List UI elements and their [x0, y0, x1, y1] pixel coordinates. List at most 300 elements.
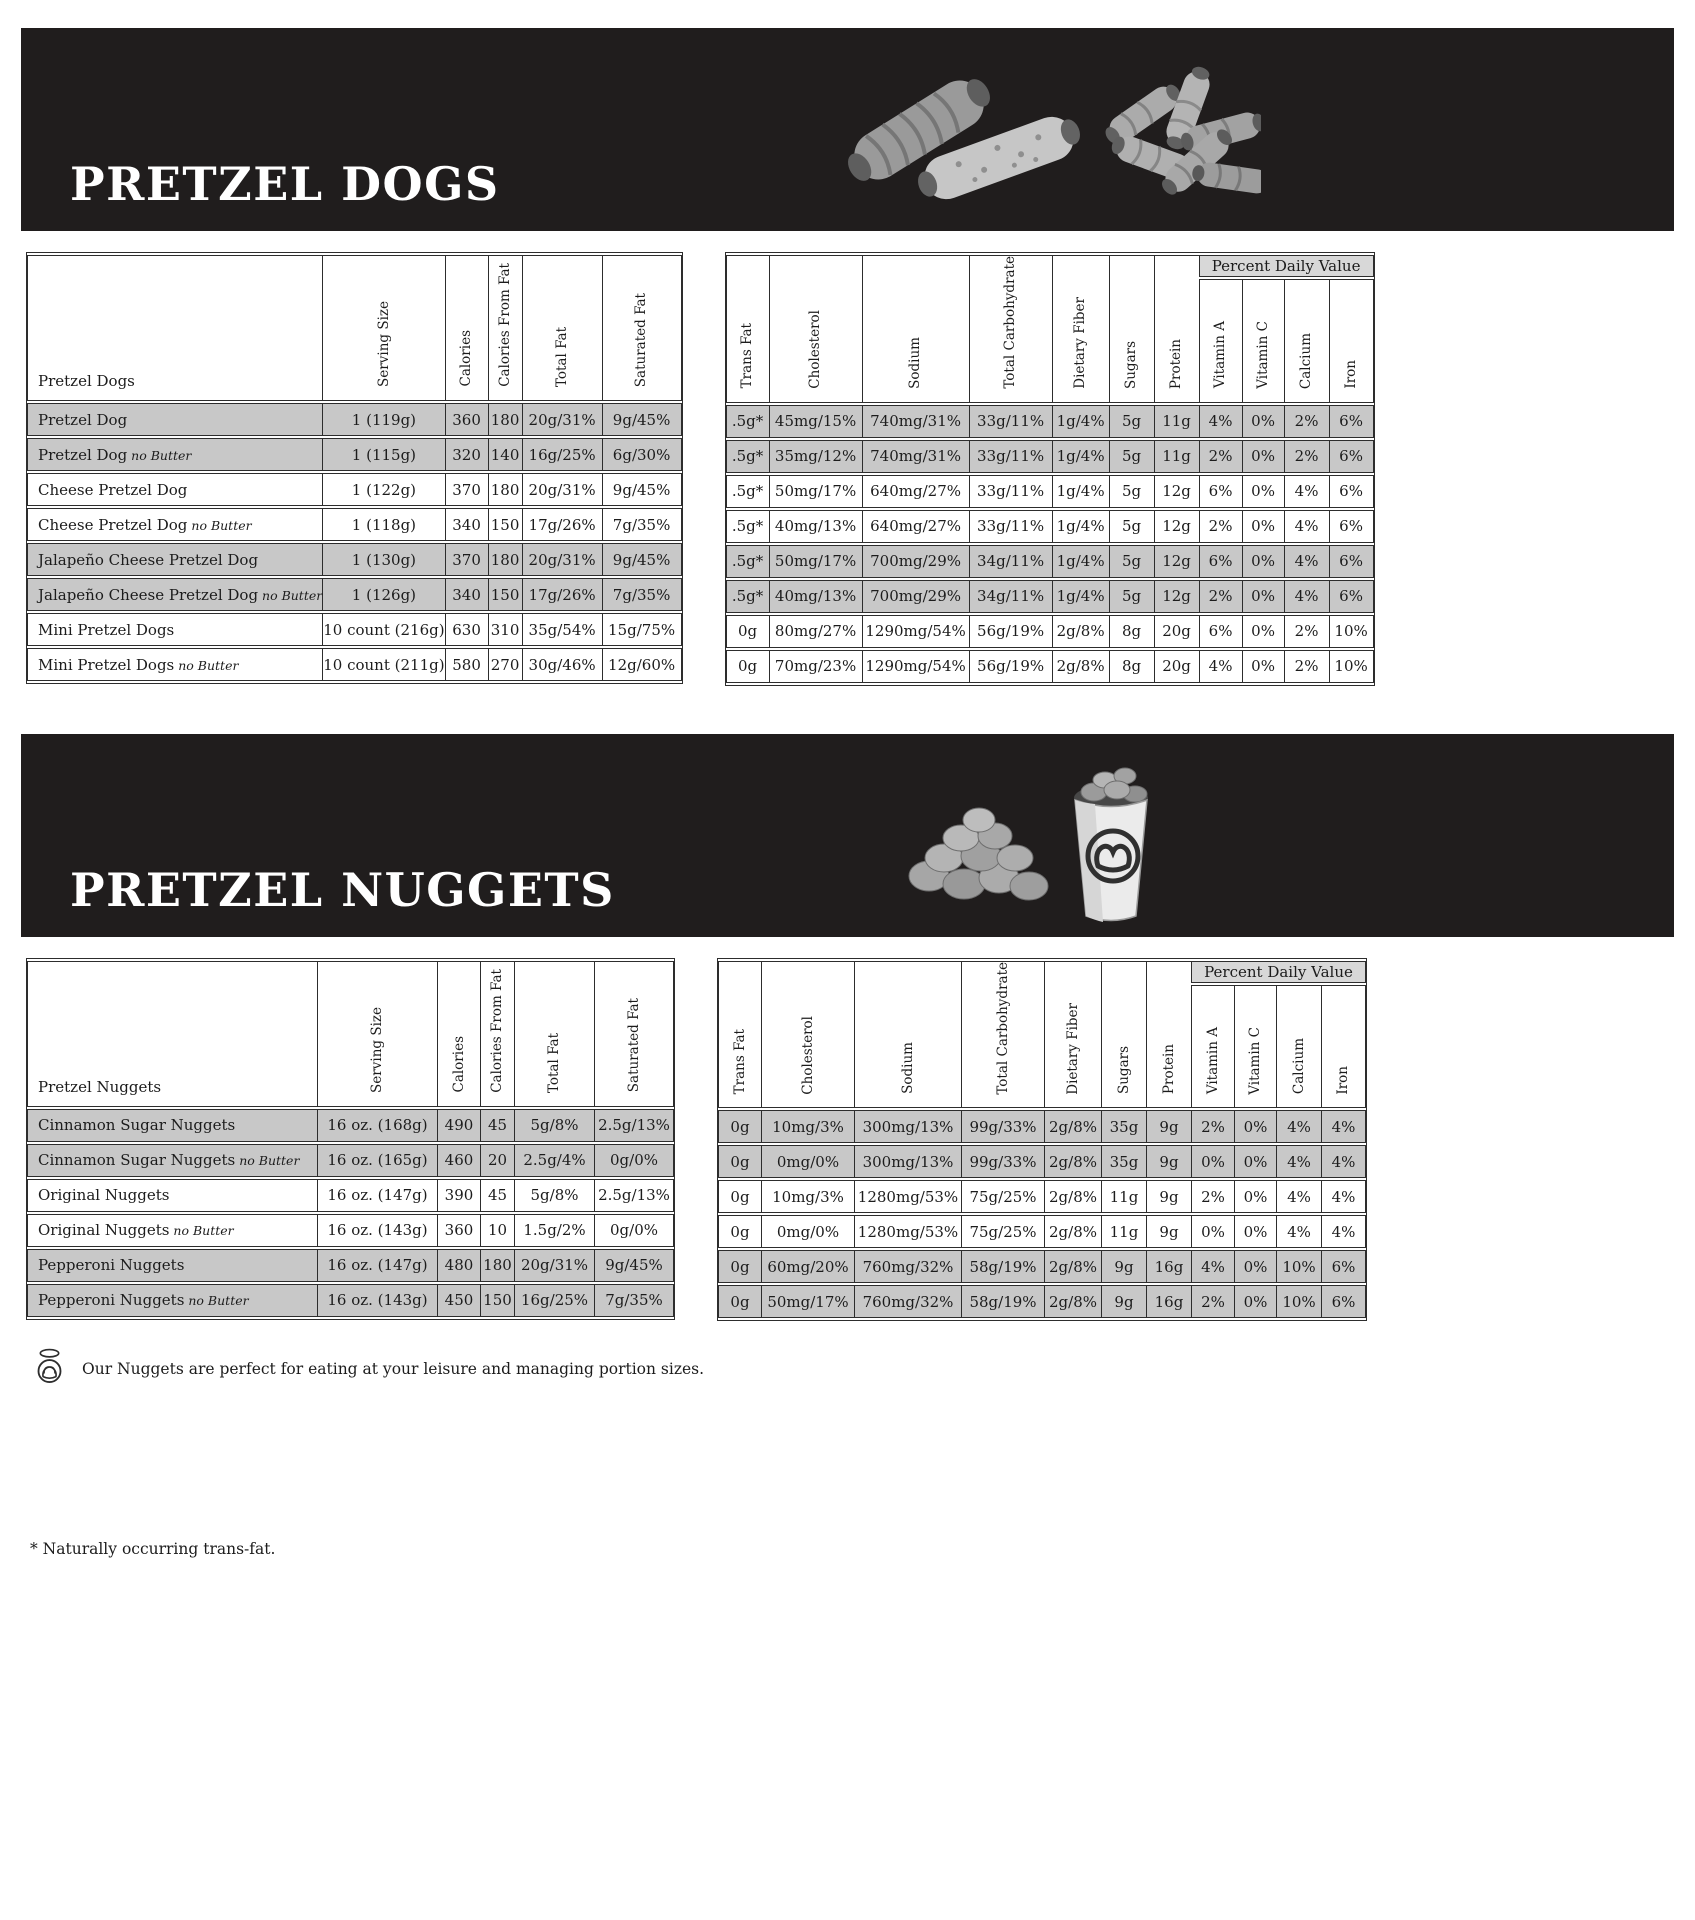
value-cell: 4%: [1284, 510, 1329, 543]
value-cell: 700mg/29%: [862, 545, 969, 578]
value-cell: 0%: [1191, 1145, 1234, 1178]
value-cell: 5g: [1109, 580, 1154, 613]
value-cell: 0g: [726, 650, 769, 683]
item-name: Jalapeño Cheese Pretzel Dog: [38, 550, 259, 569]
value-cell: 390: [437, 1179, 480, 1212]
value-cell: 12g/60%: [602, 648, 682, 681]
value-cell: 4%: [1199, 650, 1242, 683]
column-header-calories: Calories: [437, 961, 480, 1107]
value-cell: 40mg/13%: [769, 580, 862, 613]
value-cell: 2.5g/4%: [514, 1144, 594, 1177]
value-cell: 40mg/13%: [769, 510, 862, 543]
value-cell: 6%: [1199, 615, 1242, 648]
value-cell: 0g: [718, 1250, 761, 1283]
value-cell: 180: [488, 403, 522, 436]
value-cell: 2%: [1284, 650, 1329, 683]
item-variant: no Butter: [187, 517, 252, 533]
value-cell: 270: [488, 648, 522, 681]
value-cell: 10mg/3%: [761, 1110, 854, 1143]
column-header-sodium: Sodium: [862, 255, 969, 403]
dogs-tables: [21, 252, 1674, 686]
value-cell: 0g: [726, 615, 769, 648]
item-name-cell: [27, 438, 322, 471]
value-cell: 0%: [1234, 1110, 1276, 1143]
value-cell: 9g: [1101, 1250, 1146, 1283]
item-name-cell: [27, 1109, 317, 1142]
value-cell: 58g/19%: [961, 1250, 1044, 1283]
value-cell: 5g: [1109, 510, 1154, 543]
value-cell: 35g: [1101, 1145, 1146, 1178]
value-cell: 20g/31%: [522, 403, 602, 436]
value-cell: 7g/35%: [602, 578, 682, 611]
value-cell: 2g/8%: [1052, 615, 1109, 648]
table-body: [718, 1110, 1366, 1318]
value-cell: 45: [480, 1109, 514, 1142]
value-cell: 16g/25%: [522, 438, 602, 471]
column-header-sodium: Sodium: [854, 961, 961, 1109]
value-cell: 45mg/15%: [769, 405, 862, 438]
value-cell: 0g: [718, 1215, 761, 1248]
column-header-serving-size: Serving Size: [322, 255, 444, 401]
value-cell: 300mg/13%: [854, 1110, 961, 1143]
value-cell: 10 count (211g): [322, 648, 444, 681]
value-cell: 1 (118g): [322, 508, 444, 541]
table-row: [726, 580, 1374, 613]
item-name-cell: [27, 1179, 317, 1212]
nuggets-tables: [21, 958, 1674, 1322]
percent-daily-value-label: Percent Daily Value: [1211, 257, 1361, 276]
column-header-saturated-fat: Saturated Fat: [594, 961, 674, 1107]
value-cell: 9g: [1146, 1110, 1191, 1143]
value-cell: 5g/8%: [514, 1179, 594, 1212]
value-cell: 99g/33%: [961, 1110, 1044, 1143]
value-cell: .5g*: [726, 440, 769, 473]
table-row: [27, 578, 682, 611]
value-cell: .5g*: [726, 510, 769, 543]
item-variant: no Butter: [258, 587, 323, 603]
value-cell: 1 (122g): [322, 473, 444, 506]
value-cell: 2%: [1191, 1180, 1234, 1213]
value-cell: .5g*: [726, 580, 769, 613]
value-cell: 0%: [1242, 440, 1284, 473]
item-name: Mini Pretzel Dogs: [38, 655, 175, 674]
value-cell: 17g/26%: [522, 578, 602, 611]
table-row: [718, 1110, 1366, 1143]
column-header-calcium: Calcium: [1276, 985, 1321, 1108]
value-cell: 1g/4%: [1052, 405, 1109, 438]
value-cell: 180: [488, 473, 522, 506]
column-header-trans-fat: Trans Fat: [726, 255, 769, 403]
nuggets-table-right: [717, 958, 1367, 1322]
value-cell: 35g: [1101, 1110, 1146, 1143]
header-row: [27, 961, 674, 1107]
value-cell: 0%: [1234, 1250, 1276, 1283]
item-name: Cinnamon Sugar Nuggets: [38, 1116, 236, 1135]
column-header-cholesterol: Cholesterol: [769, 255, 862, 403]
value-cell: 2g/8%: [1044, 1285, 1101, 1318]
item-name-cell: [27, 1249, 317, 1282]
value-cell: 0%: [1234, 1285, 1276, 1318]
value-cell: 56g/19%: [969, 615, 1052, 648]
value-cell: 1 (115g): [322, 438, 444, 471]
value-cell: 16 oz. (147g): [317, 1179, 437, 1212]
value-cell: 0%: [1242, 405, 1284, 438]
table-row: [726, 440, 1374, 473]
value-cell: 10%: [1329, 615, 1374, 648]
value-cell: 5g: [1109, 545, 1154, 578]
value-cell: 7g/35%: [602, 508, 682, 541]
value-cell: 4%: [1284, 475, 1329, 508]
value-cell: 10%: [1329, 650, 1374, 683]
value-cell: 760mg/32%: [854, 1250, 961, 1283]
value-cell: 0mg/0%: [761, 1215, 854, 1248]
column-header-total-carbohydrate: Total Carbohydrate: [961, 961, 1044, 1109]
table-row: [27, 438, 682, 471]
value-cell: 99g/33%: [961, 1145, 1044, 1178]
value-cell: 10 count (216g): [322, 613, 444, 646]
item-name: Cheese Pretzel Dog: [38, 480, 188, 499]
value-cell: 2.5g/13%: [594, 1179, 674, 1212]
value-cell: 7g/35%: [594, 1284, 674, 1317]
value-cell: 0g/0%: [594, 1144, 674, 1177]
table-row: [27, 1284, 674, 1317]
value-cell: 0%: [1234, 1180, 1276, 1213]
value-cell: 4%: [1284, 545, 1329, 578]
value-cell: 480: [437, 1249, 480, 1282]
item-name: Cheese Pretzel Dog: [38, 515, 188, 534]
pretzel-dogs-banner: [21, 28, 1674, 231]
value-cell: 6g/30%: [602, 438, 682, 471]
value-cell: 1g/4%: [1052, 440, 1109, 473]
nuggets-note: [21, 1347, 1674, 1390]
table-row: [718, 1285, 1366, 1318]
table-row: [718, 1145, 1366, 1178]
value-cell: 4%: [1321, 1180, 1366, 1213]
item-name-cell: [27, 403, 322, 436]
value-cell: 16g: [1146, 1250, 1191, 1283]
value-cell: 6%: [1321, 1285, 1366, 1318]
value-cell: 2%: [1199, 440, 1242, 473]
value-cell: 340: [445, 578, 488, 611]
item-name: Pepperoni Nuggets: [38, 1256, 185, 1275]
section-title-nuggets: PRETZEL NUGGETS: [70, 862, 615, 917]
value-cell: 0%: [1242, 650, 1284, 683]
item-variant: no Butter: [235, 1153, 300, 1169]
column-header-total-carbohydrate: Total Carbohydrate: [969, 255, 1052, 403]
value-cell: 6%: [1199, 545, 1242, 578]
table-row: [726, 615, 1374, 648]
item-name-cell: [27, 578, 322, 611]
value-cell: 56g/19%: [969, 650, 1052, 683]
item-name-cell: [27, 1144, 317, 1177]
value-cell: 740mg/31%: [862, 440, 969, 473]
value-cell: 33g/11%: [969, 440, 1052, 473]
value-cell: 1280mg/53%: [854, 1215, 961, 1248]
value-cell: 2g/8%: [1052, 650, 1109, 683]
table-row: [726, 405, 1374, 438]
value-cell: 34g/11%: [969, 580, 1052, 613]
item-name: Pretzel Dog: [38, 410, 128, 429]
pretzel-nuggets-banner: [21, 734, 1674, 937]
table-row: [726, 545, 1374, 578]
item-name-cell: [27, 543, 322, 576]
value-cell: 2g/8%: [1044, 1180, 1101, 1213]
value-cell: 11g: [1101, 1180, 1146, 1213]
value-cell: 2%: [1199, 510, 1242, 543]
item-name-cell: [27, 1284, 317, 1317]
dogs-table-right: [725, 252, 1375, 686]
column-header-iron: Iron: [1329, 279, 1374, 402]
value-cell: 0%: [1191, 1215, 1234, 1248]
table-label-text: Pretzel Nuggets: [38, 1077, 162, 1096]
item-name: Original Nuggets: [38, 1221, 170, 1240]
column-header-sugars: Sugars: [1109, 255, 1154, 403]
value-cell: 1.5g/2%: [514, 1214, 594, 1247]
value-cell: 8g: [1109, 650, 1154, 683]
value-cell: 6%: [1329, 510, 1374, 543]
column-header-calories: Calories: [445, 255, 488, 401]
value-cell: 1g/4%: [1052, 510, 1109, 543]
value-cell: 33g/11%: [969, 475, 1052, 508]
value-cell: 11g: [1154, 405, 1199, 438]
value-cell: 50mg/17%: [769, 545, 862, 578]
value-cell: 4%: [1276, 1180, 1321, 1213]
value-cell: 6%: [1329, 440, 1374, 473]
value-cell: 9g/45%: [594, 1249, 674, 1282]
value-cell: 700mg/29%: [862, 580, 969, 613]
value-cell: 1 (126g): [322, 578, 444, 611]
value-cell: 10mg/3%: [761, 1180, 854, 1213]
value-cell: 6%: [1329, 405, 1374, 438]
percent-daily-value-label: Percent Daily Value: [1204, 962, 1353, 981]
value-cell: 50mg/17%: [761, 1285, 854, 1318]
table-label-text: Pretzel Dogs: [38, 372, 135, 390]
value-cell: 4%: [1321, 1215, 1366, 1248]
table-body: [27, 403, 682, 681]
value-cell: 10%: [1276, 1285, 1321, 1318]
value-cell: 9g/45%: [602, 403, 682, 436]
value-cell: 2g/8%: [1044, 1110, 1101, 1143]
value-cell: 12g: [1154, 475, 1199, 508]
value-cell: 2g/8%: [1044, 1215, 1101, 1248]
dogs-table-left: [26, 252, 683, 684]
value-cell: 630: [445, 613, 488, 646]
value-cell: 1 (130g): [322, 543, 444, 576]
column-header-cholesterol: Cholesterol: [761, 961, 854, 1109]
value-cell: 140: [488, 438, 522, 471]
value-cell: 75g/25%: [961, 1215, 1044, 1248]
value-cell: 35mg/12%: [769, 440, 862, 473]
column-header-vitamin-a: Vitamin A: [1199, 279, 1242, 402]
value-cell: 16 oz. (143g): [317, 1284, 437, 1317]
value-cell: 20g/31%: [522, 473, 602, 506]
value-cell: 320: [445, 438, 488, 471]
column-header-vitamin-a: Vitamin A: [1191, 985, 1234, 1108]
value-cell: 6%: [1321, 1250, 1366, 1283]
value-cell: 1290mg/54%: [862, 615, 969, 648]
value-cell: 16g: [1146, 1285, 1191, 1318]
column-header-total-fat: Total Fat: [522, 255, 602, 401]
table-body: [27, 1109, 674, 1317]
section-title-dogs: PRETZEL DOGS: [70, 157, 500, 211]
value-cell: 10: [480, 1214, 514, 1247]
column-header-iron: Iron: [1321, 985, 1366, 1108]
value-cell: 360: [445, 403, 488, 436]
trans-fat-footnote: * Naturally occurring trans-fat.: [30, 1540, 276, 1559]
value-cell: 4%: [1276, 1215, 1321, 1248]
value-cell: 460: [437, 1144, 480, 1177]
table-row: [27, 1144, 674, 1177]
column-header-trans-fat: Trans Fat: [718, 961, 761, 1109]
column-header-vitamin-c: Vitamin C: [1234, 985, 1276, 1108]
column-header-calories-from-fat: Calories From Fat: [488, 255, 522, 401]
column-header-protein: Protein: [1146, 961, 1191, 1109]
column-header-calcium: Calcium: [1284, 279, 1329, 402]
value-cell: 20g: [1154, 650, 1199, 683]
item-name: Pepperoni Nuggets: [38, 1291, 185, 1310]
item-name: Original Nuggets: [38, 1186, 170, 1205]
value-cell: 16g/25%: [514, 1284, 594, 1317]
column-header-vitamin-c: Vitamin C: [1242, 279, 1284, 402]
value-cell: 45: [480, 1179, 514, 1212]
value-cell: 4%: [1276, 1145, 1321, 1178]
value-cell: 0g: [718, 1145, 761, 1178]
table-row: [27, 473, 682, 506]
value-cell: 10%: [1276, 1250, 1321, 1283]
value-cell: 4%: [1191, 1250, 1234, 1283]
value-cell: 75g/25%: [961, 1180, 1044, 1213]
value-cell: 360: [437, 1214, 480, 1247]
value-cell: 580: [445, 648, 488, 681]
value-cell: 0%: [1242, 545, 1284, 578]
value-cell: 4%: [1199, 405, 1242, 438]
item-name: Pretzel Dog: [38, 445, 128, 464]
value-cell: 33g/11%: [969, 510, 1052, 543]
column-header-dietary-fiber: Dietary Fiber: [1052, 255, 1109, 403]
value-cell: 12g: [1154, 510, 1199, 543]
table-row: [27, 1249, 674, 1282]
item-name-cell: [27, 613, 322, 646]
value-cell: 6%: [1329, 580, 1374, 613]
value-cell: 9g: [1101, 1285, 1146, 1318]
value-cell: 180: [480, 1249, 514, 1282]
table-row: [718, 1180, 1366, 1213]
value-cell: .5g*: [726, 405, 769, 438]
value-cell: 640mg/27%: [862, 510, 969, 543]
table-row: [718, 1215, 1366, 1248]
value-cell: 150: [480, 1284, 514, 1317]
pretzel-nuggets-cup-photo: [889, 746, 1189, 935]
value-cell: 760mg/32%: [854, 1285, 961, 1318]
value-cell: 2%: [1284, 440, 1329, 473]
value-cell: 16 oz. (143g): [317, 1214, 437, 1247]
value-cell: 4%: [1276, 1110, 1321, 1143]
value-cell: 180: [488, 543, 522, 576]
value-cell: 20g: [1154, 615, 1199, 648]
value-cell: 0%: [1242, 510, 1284, 543]
value-cell: 1 (119g): [322, 403, 444, 436]
item-name-cell: [27, 1214, 317, 1247]
value-cell: 310: [488, 613, 522, 646]
header-row: [726, 255, 1374, 277]
table-row: [27, 1214, 674, 1247]
value-cell: 1g/4%: [1052, 580, 1109, 613]
value-cell: 70mg/23%: [769, 650, 862, 683]
value-cell: 9g/45%: [602, 473, 682, 506]
value-cell: 1g/4%: [1052, 475, 1109, 508]
column-header-saturated-fat: Saturated Fat: [602, 255, 682, 401]
value-cell: 34g/11%: [969, 545, 1052, 578]
value-cell: 50mg/17%: [769, 475, 862, 508]
value-cell: 0%: [1242, 580, 1284, 613]
column-header-serving-size: Serving Size: [317, 961, 437, 1107]
item-variant: no Butter: [169, 1223, 234, 1239]
value-cell: 0g: [718, 1110, 761, 1143]
value-cell: 370: [445, 473, 488, 506]
value-cell: 15g/75%: [602, 613, 682, 646]
column-header-protein: Protein: [1154, 255, 1199, 403]
value-cell: 2%: [1191, 1285, 1234, 1318]
value-cell: 0mg/0%: [761, 1145, 854, 1178]
value-cell: .5g*: [726, 475, 769, 508]
value-cell: 12g: [1154, 580, 1199, 613]
value-cell: 8g: [1109, 615, 1154, 648]
table-row: [27, 543, 682, 576]
value-cell: 58g/19%: [961, 1285, 1044, 1318]
value-cell: 1g/4%: [1052, 545, 1109, 578]
item-name-cell: [27, 648, 322, 681]
table-row: [718, 1250, 1366, 1283]
table-row: [27, 613, 682, 646]
table-label: [27, 255, 322, 401]
value-cell: 0%: [1242, 615, 1284, 648]
value-cell: 35g/54%: [522, 613, 602, 646]
value-cell: 9g: [1146, 1180, 1191, 1213]
item-name-cell: [27, 508, 322, 541]
table-row: [27, 648, 682, 681]
header-row: [27, 255, 682, 401]
table-row: [27, 403, 682, 436]
value-cell: 150: [488, 578, 522, 611]
value-cell: 17g/26%: [522, 508, 602, 541]
value-cell: 490: [437, 1109, 480, 1142]
value-cell: 370: [445, 543, 488, 576]
column-header-sugars: Sugars: [1101, 961, 1146, 1109]
table-body: [726, 405, 1374, 683]
value-cell: 0%: [1242, 475, 1284, 508]
value-cell: 20g/31%: [522, 543, 602, 576]
table-row: [726, 650, 1374, 683]
item-name: Cinnamon Sugar Nuggets: [38, 1151, 236, 1170]
value-cell: 20g/31%: [514, 1249, 594, 1282]
value-cell: 6%: [1199, 475, 1242, 508]
item-variant: no Butter: [184, 1293, 249, 1309]
value-cell: 4%: [1321, 1145, 1366, 1178]
pretzel-halo-icon: [33, 1347, 66, 1390]
value-cell: 11g: [1154, 440, 1199, 473]
value-cell: 1290mg/54%: [862, 650, 969, 683]
value-cell: 80mg/27%: [769, 615, 862, 648]
value-cell: 33g/11%: [969, 405, 1052, 438]
value-cell: 0%: [1234, 1215, 1276, 1248]
table-row: [27, 1179, 674, 1212]
item-variant: no Butter: [174, 657, 239, 673]
table-row: [726, 510, 1374, 543]
header-row: [718, 961, 1366, 983]
value-cell: 11g: [1101, 1215, 1146, 1248]
value-cell: 9g: [1146, 1145, 1191, 1178]
table-row: [27, 508, 682, 541]
